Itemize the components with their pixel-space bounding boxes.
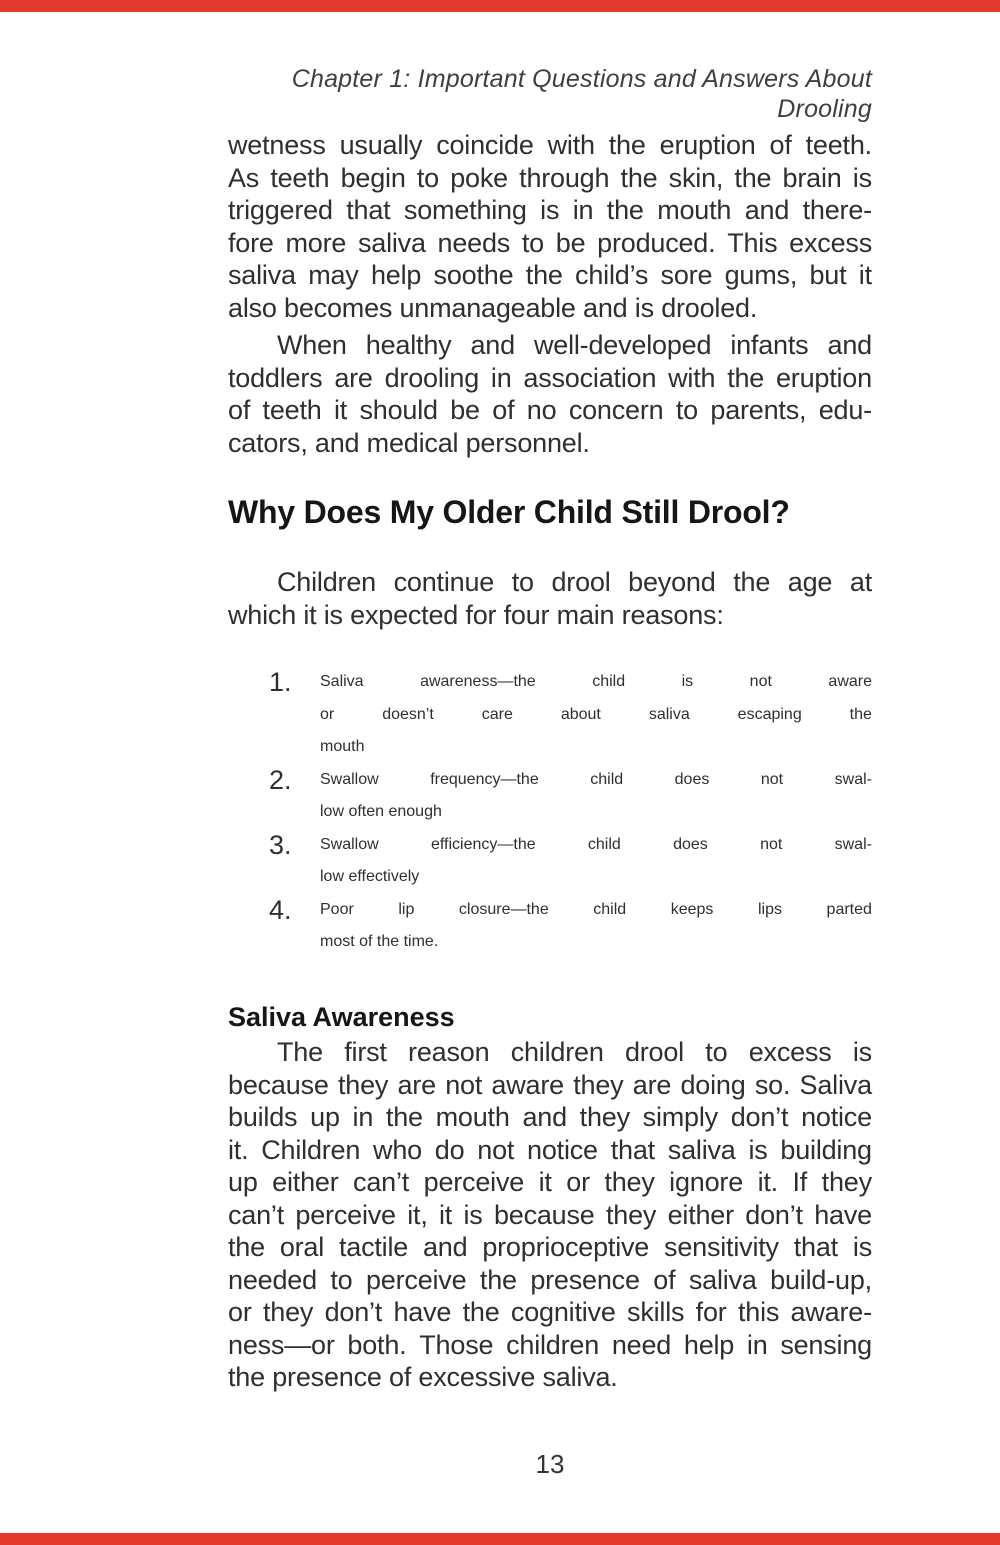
text-line: ness—or both. Those children need help in sensing (228, 1329, 872, 1360)
text-line: As teeth begin to poke through the skin, the brain is (228, 162, 872, 193)
text-line: or doesn’t care about saliva escaping the (320, 705, 872, 723)
bottom-edge-bar (0, 1533, 1000, 1545)
paragraph-saliva-awareness (228, 1036, 872, 1394)
text-line: toddlers are drooling in association with the eruption (228, 362, 872, 393)
text-line: fore more saliva needs to be produced. This excess (228, 227, 872, 258)
text-line: saliva may help soothe the child’s sore gums, but it (228, 260, 872, 290)
list-item (228, 666, 872, 764)
text-line: which it is expected for four main reasons: (228, 599, 724, 630)
list-item (228, 829, 872, 894)
list-item (228, 764, 872, 829)
text-line: low often enough (320, 803, 442, 820)
text-line: most of the time. (320, 933, 439, 950)
list-item-number: 4. (269, 894, 292, 925)
text-line: Children continue to drool beyond the age at (277, 567, 872, 597)
text-line: needed to perceive the presence of saliva build-up, (228, 1264, 872, 1295)
text-column (228, 0, 872, 1394)
text-line: up either can’t perceive it or they ignore it. If they (228, 1167, 872, 1197)
section-heading: Why Does My Older Child Still Drool? (228, 494, 790, 530)
text-line: cators, and medical personnel. (228, 427, 590, 458)
text-line: When healthy and well-developed infants and (277, 330, 872, 360)
list-item-number: 2. (269, 764, 292, 795)
text-line: Swallow efficiency—the child does not swal- (320, 835, 872, 853)
text-line: or they don’t have the cognitive skills for this aware- (228, 1297, 872, 1327)
text-line: the presence of excessive saliva. (228, 1362, 618, 1392)
text-line: the oral tactile and proprioceptive sensitivity that is (228, 1232, 872, 1262)
paragraph-four-reasons (228, 566, 872, 631)
reasons-list (228, 666, 872, 959)
text-line: also becomes unmanageable and is drooled. (228, 292, 758, 323)
paragraph-teething (228, 129, 872, 324)
text-line: The first reason children drool to excess is (277, 1037, 872, 1067)
page-number: 13 (535, 1449, 565, 1479)
text-line: it. Children who do not notice that saliva is building (228, 1134, 872, 1165)
paragraph-healthy-infants (228, 329, 872, 459)
text-line: because they are not aware they are doing so. Saliva (228, 1069, 872, 1100)
list-item-number: 3. (269, 829, 292, 860)
text-line: mouth (320, 738, 365, 755)
text-line: Poor lip closure—the child keeps lips parted (320, 900, 872, 918)
text-line: builds up in the mouth and they simply don’t notice (228, 1102, 872, 1132)
text-line: of teeth it should be of no concern to parents, edu- (228, 395, 872, 425)
text-line: Swallow frequency—the child does not swal- (320, 770, 872, 788)
text-line: can’t perceive it, it is because they either don’t have (228, 1199, 872, 1230)
text-line: triggered that something is in the mouth and there- (228, 195, 872, 225)
subheading-saliva-awareness: Saliva Awareness (228, 1001, 455, 1032)
running-head: Chapter 1: Important Questions and Answers About Drooling (291, 65, 872, 123)
text-line: wetness usually coincide with the eruption of teeth. (228, 130, 872, 160)
text-line: low effectively (320, 868, 420, 885)
list-item-number: 1. (269, 667, 292, 697)
text-line: Saliva awareness—the child is not aware (320, 673, 872, 690)
list-item (228, 894, 872, 959)
